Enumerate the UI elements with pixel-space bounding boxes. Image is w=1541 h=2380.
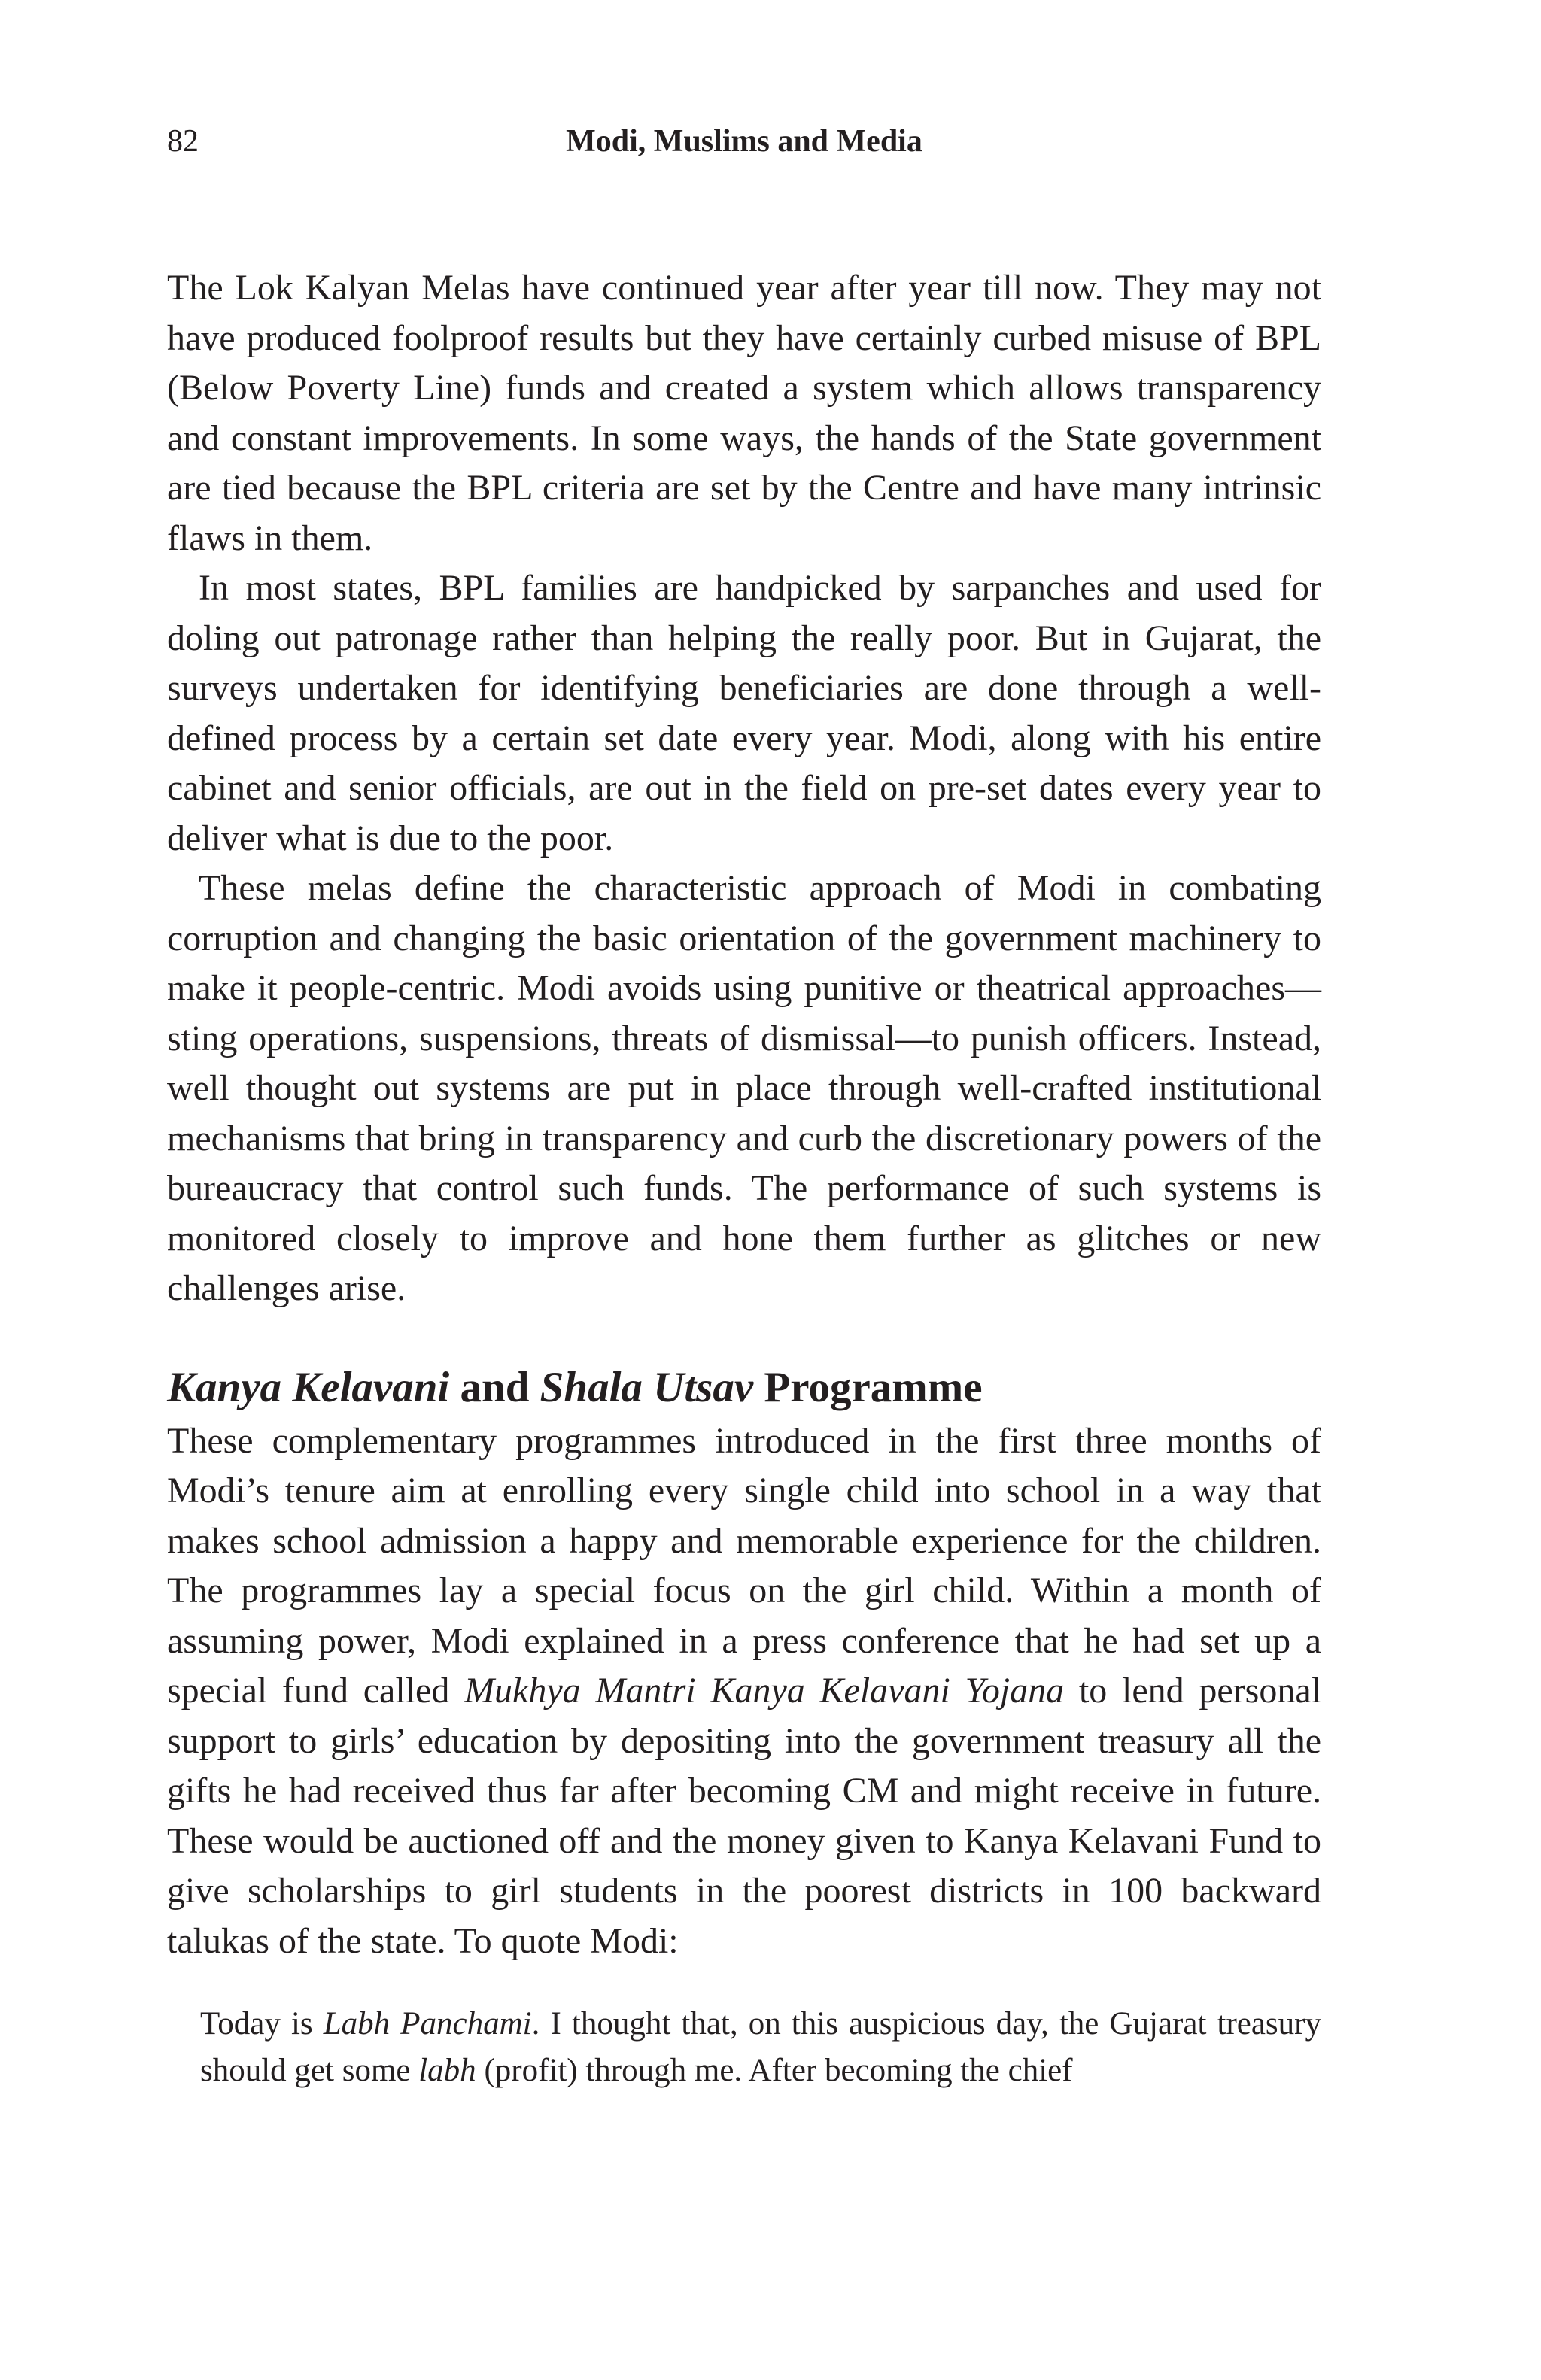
paragraph-bpl-families: In most states, BPL families are handpicked by sarpanches and used for doling out patronage rather than helping the really poor. But in Gujarat, the surveys undertaken for identifying beneficiaries are done through a well-defined process by a certain set date every year. Modi, along with his entire cabinet and senior officials, are out in the field on pre-set dates every year to deliver what is due to the poor. <box>167 568 1321 858</box>
heading-and: and <box>449 1363 540 1411</box>
paragraph-complementary-programmes <box>167 1416 1321 1967</box>
running-title: Modi, Muslims and Media <box>566 124 922 159</box>
page-header <box>167 119 1321 164</box>
quote-italic-labh-panchami: Labh Panchami <box>323 2006 532 2042</box>
heading-shala-utsav: Shala Utsav <box>540 1363 754 1411</box>
heading-programme: Programme <box>753 1363 983 1411</box>
quote-italic-labh: labh <box>418 2053 476 2088</box>
paragraph-lok-kalyan: The Lok Kalyan Melas have continued year after year till now. They may not have produced foolproof results but they have certainly curbed misuse of BPL (Below Poverty Line) funds and created a system which allows transparency and constant improvements. In some ways, the hands of the State government are tied because the BPL criteria are set by the Centre and have many intrinsic flaws in them. <box>167 268 1321 558</box>
block-quote <box>200 2001 1321 2094</box>
para-italic-yojana: Mukhya Mantri Kanya Kelavani Yojana <box>464 1671 1065 1711</box>
para-text-before: These complementary programmes introduced in the first three months of Modi’s tenure aim at enrolling every single child into school in a way that makes school admission a happy and memorable experience for the children. The programmes lay a special focus on the girl child. Within a month of assuming power, Modi explained in a press conference that he had set up a special fund called <box>167 1420 1321 1711</box>
quote-part1: Today is <box>200 2006 324 2042</box>
para-text-after: to lend personal support to girls’ education by depositing into the government treasury all the gifts he had received thus far after becoming CM and might receive in future. These would be auctioned off and the money given to Kanya Kelavani Fund to give scholarships to girl students in the poorest districts in 100 backward talukas of the state. To quote Modi: <box>167 1671 1322 1961</box>
quote-part3: (profit) through me. After becoming the chief <box>476 2053 1073 2088</box>
paragraph-melas-approach: These melas define the characteristic approach of Modi in combating corruption and changing the basic orientation of the government machinery to make it people-centric. Modi avoids using punitive or theatrical approaches—sting operations, suspensions, threats of dismissal—to punish officers. Instead, well thought out systems are put in place through well-crafted institutional mechanisms that bring in transparency and curb the discretionary powers of the bureaucracy that control such funds. The performance of such systems is monitored closely to improve and hone them further as glitches or new challenges arise. <box>167 868 1321 1308</box>
quote-part2: . I thought that, on this auspicious day, the Gujarat treasury should get some <box>200 2006 1321 2088</box>
page-number: 82 <box>167 124 199 159</box>
page-body <box>167 263 1321 2094</box>
heading-kanya-kelavani: Kanya Kelavani <box>167 1363 450 1411</box>
section-heading <box>167 1359 1321 1416</box>
